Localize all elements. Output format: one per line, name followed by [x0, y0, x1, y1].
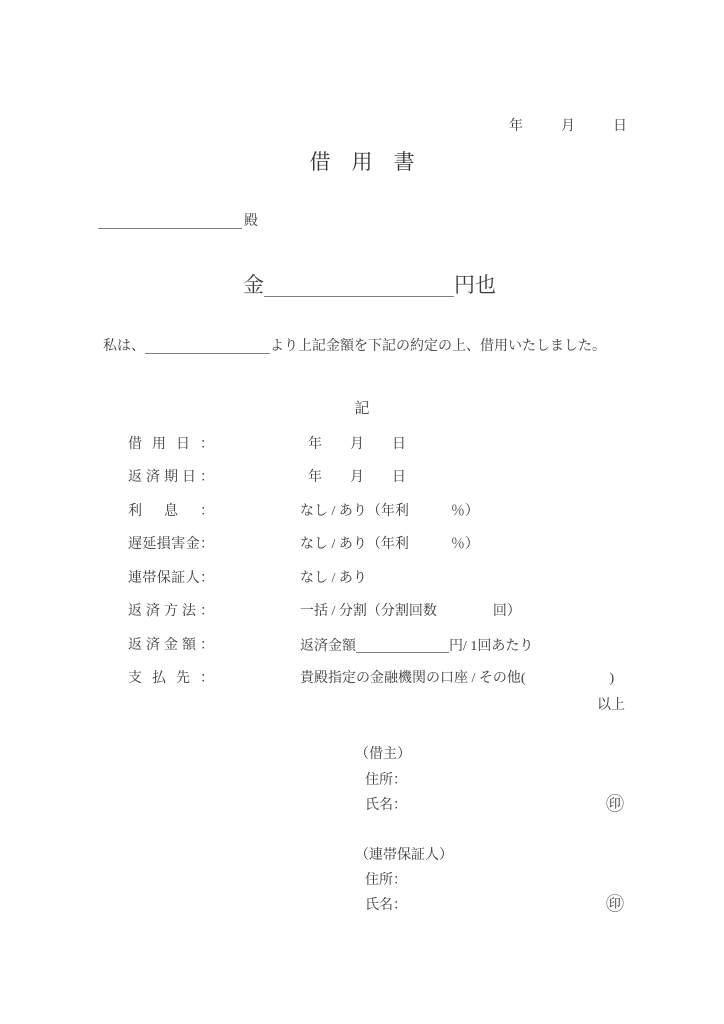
- date-day-label: 日: [613, 119, 627, 134]
- item-value: [300, 638, 533, 656]
- seal-icon: ㊞: [606, 794, 624, 814]
- record-heading: 記: [354, 401, 370, 417]
- lender-blank-line: [145, 339, 270, 354]
- addressee-blank-line: [98, 214, 242, 229]
- statement-body: より上記金額を下記の約定の上、借用いたしました。: [270, 339, 606, 354]
- closing-label: 以上: [597, 698, 625, 713]
- item-label: 返済方法：: [128, 604, 214, 619]
- item-row-late-damages: [128, 537, 668, 554]
- item-value: 貴殿指定の金融機関の口座 / その他( ): [300, 671, 615, 686]
- item-value: 年 月 日: [308, 470, 406, 485]
- item-value: なし / あり（年利 ％）: [300, 504, 479, 519]
- item-label: 返済金額：: [128, 638, 214, 653]
- addressee-line: [98, 214, 258, 231]
- item-value: 一括 / 分割（分割回数 回）: [300, 604, 521, 619]
- signature-guarantor-heading: （連帯保証人）: [355, 848, 453, 863]
- date-year-label: 年: [509, 119, 523, 134]
- date-line: [509, 119, 627, 136]
- item-row-repayment-amount: [128, 638, 668, 655]
- repayment-amount-suffix: 円/ 1回あたり: [449, 639, 534, 654]
- borrower-name-label: 氏名：: [365, 798, 407, 813]
- item-row-guarantor: [128, 571, 668, 588]
- seal-icon: ㊞: [606, 894, 624, 914]
- item-row-repayment-due-date: [128, 470, 668, 487]
- amount-blank-line: [264, 275, 454, 297]
- guarantor-address-label: 住所：: [365, 873, 407, 888]
- item-value: なし / あり: [300, 571, 367, 586]
- statement-lead: 私は、: [103, 339, 145, 354]
- item-label: 遅延損害金：: [128, 537, 214, 552]
- item-label: 連帯保証人：: [128, 571, 214, 586]
- amount-suffix-label: 円也: [454, 273, 496, 297]
- signature-borrower-heading: （借主）: [355, 747, 411, 762]
- amount-prefix-label: 金: [243, 273, 264, 297]
- item-row-repayment-method: [128, 604, 668, 621]
- repayment-amount-prefix: 返済金額: [300, 639, 356, 654]
- repayment-amount-blank-line: [356, 638, 449, 653]
- page-title: 借 用 書: [309, 150, 415, 174]
- item-value: なし / あり（年利 ％）: [300, 537, 479, 552]
- item-row-borrow-date: [128, 437, 668, 454]
- item-row-interest: [128, 504, 668, 521]
- guarantor-name-label: 氏名：: [365, 898, 407, 913]
- item-row-payment-destination: [128, 671, 668, 688]
- date-month-label: 月: [561, 119, 575, 134]
- item-label: 利息：: [128, 504, 214, 519]
- item-value: 年 月 日: [308, 437, 406, 452]
- amount-line: [243, 273, 496, 298]
- borrower-address-label: 住所：: [365, 773, 407, 788]
- item-label: 返済期日：: [128, 470, 214, 485]
- addressee-honorific-label: 殿: [244, 214, 258, 229]
- item-label: 借用日：: [128, 437, 214, 452]
- statement-line: [103, 339, 606, 356]
- item-label: 支払先：: [128, 671, 214, 686]
